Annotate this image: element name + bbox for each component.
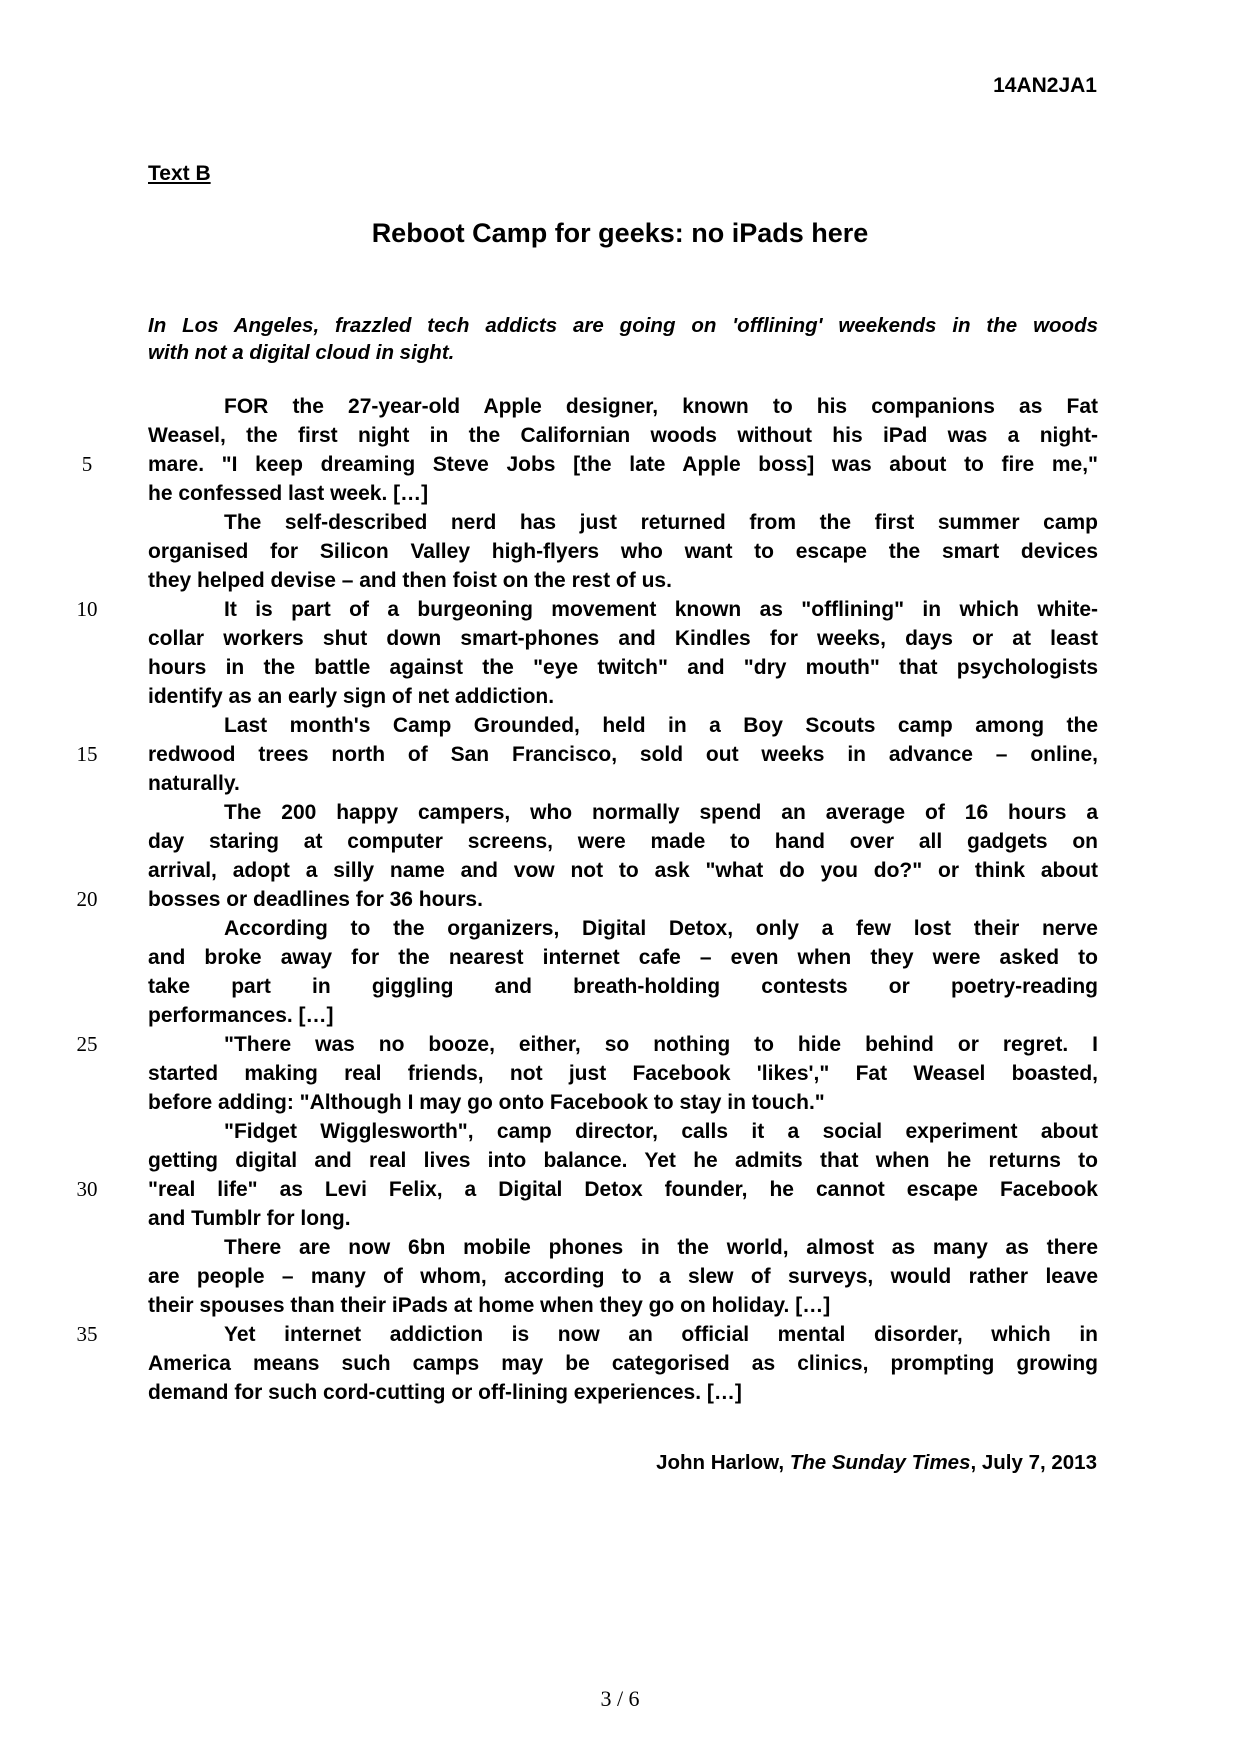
article-source [656, 1451, 1097, 1475]
line-number: 25 [76, 1032, 98, 1056]
text-line: their spouses than their iPads at home when they go on holiday. […] [148, 1294, 831, 1317]
source-author: John Harlow, [656, 1451, 790, 1474]
line-number: 20 [76, 887, 98, 911]
text-line: started making real friends, not just Facebook 'likes'," Fat Weasel boasted, [148, 1062, 1098, 1085]
text-line: hours in the battle against the "eye twitch" and "dry mouth" that psychologists [148, 656, 1098, 679]
text-line: There are now 6bn mobile phones in the world, almost as many as there [224, 1236, 1098, 1259]
text-line: "Fidget Wigglesworth", camp director, calls it a social experiment about [224, 1120, 1098, 1143]
text-line: are people – many of whom, according to a slew of surveys, would rather leave [148, 1265, 1098, 1288]
text-line: Last month's Camp Grounded, held in a Boy Scouts camp among the [224, 714, 1098, 737]
line-number: 10 [76, 597, 98, 621]
line-number: 5 [81, 452, 93, 476]
line-number: 15 [76, 742, 98, 766]
text-line: Weasel, the first night in the Californian woods without his iPad was a night- [148, 424, 1098, 447]
article-subtitle [148, 312, 1098, 366]
text-line: getting digital and real lives into balance. Yet he admits that when he returns to [148, 1149, 1098, 1172]
text-line: bosses or deadlines for 36 hours. [148, 888, 483, 911]
text-line: mare. "I keep dreaming Steve Jobs [the late Apple boss] was about to fire me," [148, 453, 1098, 476]
text-line: organised for Silicon Valley high-flyers who want to escape the smart devices [148, 540, 1098, 563]
text-line: arrival, adopt a silly name and vow not to ask "what do you do?" or think about [148, 859, 1098, 882]
text-line: he confessed last week. […] [148, 482, 429, 505]
text-line: collar workers shut down smart-phones and Kindles for weeks, days or at least [148, 627, 1098, 650]
line-number: 35 [76, 1322, 98, 1346]
text-line: take part in giggling and breath-holding contests or poetry-reading [148, 975, 1098, 998]
text-line: performances. […] [148, 1004, 334, 1027]
text-line: naturally. [148, 772, 240, 795]
source-publication: The Sunday Times [789, 1451, 971, 1474]
text-line: they helped devise – and then foist on the rest of us. [148, 569, 672, 592]
text-line: The 200 happy campers, who normally spend an average of 16 hours a [224, 801, 1098, 824]
article-title: Reboot Camp for geeks: no iPads here [371, 218, 869, 248]
section-label: Text B [148, 162, 211, 185]
text-line: Yet internet addiction is now an official mental disorder, which in [224, 1323, 1098, 1346]
text-line: FOR the 27-year-old Apple designer, known to his companions as Fat [224, 395, 1098, 418]
text-line: day staring at computer screens, were made to hand over all gadgets on [148, 830, 1098, 853]
document-code: 14AN2JA1 [993, 74, 1097, 97]
text-line: identify as an early sign of net addiction. [148, 685, 555, 708]
text-line: "There was no booze, either, so nothing to hide behind or regret. I [224, 1033, 1098, 1056]
text-line: "real life" as Levi Felix, a Digital Detox founder, he cannot escape Facebook [148, 1178, 1098, 1201]
text-line: The self-described nerd has just returned from the first summer camp [224, 511, 1098, 534]
text-line: America means such camps may be categorised as clinics, prompting growing [148, 1352, 1098, 1375]
source-date: , July 7, 2013 [970, 1451, 1097, 1474]
text-line: redwood trees north of San Francisco, sold out weeks in advance – online, [148, 743, 1098, 766]
line-number: 30 [76, 1177, 98, 1201]
text-line: It is part of a burgeoning movement known as "offlining" in which white- [224, 598, 1098, 621]
subtitle-line: In Los Angeles, frazzled tech addicts are going on 'offlining' weekends in the woods [148, 314, 1098, 337]
text-line: and Tumblr for long. [148, 1207, 351, 1230]
subtitle-line: with not a digital cloud in sight. [148, 341, 455, 364]
text-line: According to the organizers, Digital Detox, only a few lost their nerve [224, 917, 1098, 940]
text-line: demand for such cord-cutting or off-lining experiences. […] [148, 1381, 742, 1404]
text-line: before adding: "Although I may go onto Facebook to stay in touch." [148, 1091, 825, 1114]
text-line: and broke away for the nearest internet cafe – even when they were asked to [148, 946, 1098, 969]
page-number: 3 / 6 [600, 1686, 640, 1711]
